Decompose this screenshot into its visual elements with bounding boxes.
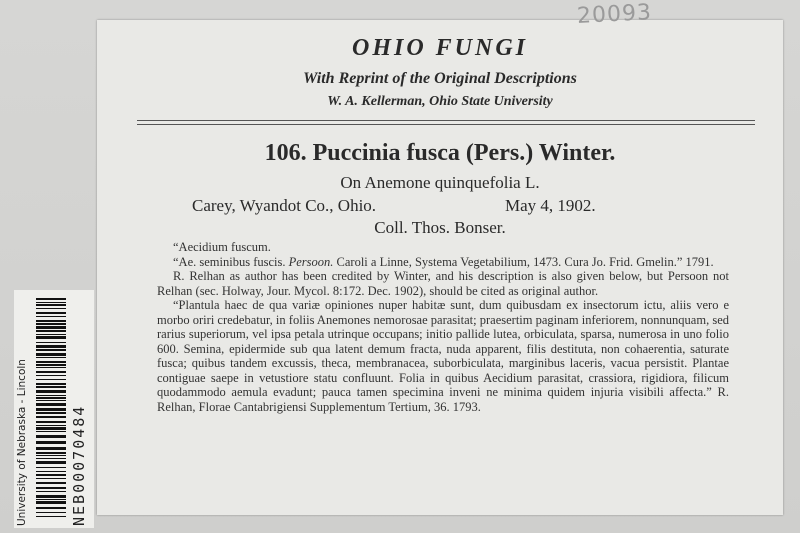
collector: Coll. Thos. Bonser. xyxy=(374,218,506,237)
description-paragraph: “Aecidium fuscum. xyxy=(173,240,271,254)
divider-rule xyxy=(137,124,755,125)
host-plant: On Anemone quinquefolia L. xyxy=(340,173,540,192)
citation-text: Caroli a Linne, Systema Vegetabilium, 1473. Cura Jo. Frid. Gmelin.” 1791. xyxy=(336,254,714,269)
collection-date: May 4, 1902. xyxy=(505,196,596,215)
label-subtitle: With Reprint of the Original Descriptions xyxy=(303,70,577,87)
divider-rule xyxy=(137,120,755,121)
citation-author: Persoon. xyxy=(288,254,334,269)
barcode-number: NEB00070484 xyxy=(70,404,88,526)
description-paragraph xyxy=(157,255,729,270)
label-author: W. A. Kellerman, Ohio State University xyxy=(327,94,553,109)
collection-locality: Carey, Wyandot Co., Ohio. xyxy=(192,196,377,215)
citation-text: “Ae. seminibus fuscis. xyxy=(173,254,286,269)
description-paragraph: “Plantula haec de qua variæ opiniones nuper habitæ sunt, dum quibusdam ex insectorum ictu, aliis vero e morbo oriri credebatur, in foliis Anemones nemorosae parasitat; praesertim paginam inferiorem, nonnunquam, sed rarius superiorum, vel ipsa petala utrinque occupans; initio pallide lutea, orbiculata, sparsa, numerosa in uno folio 600. Semina, epidermide sub qua latent demum fracta, nuda apparent, filis destituta, non cohaerentia, saturate fusca; quibus tandem excussis, theca, membranacea, suborbiculata, marginibus laceris, vacua persistit. Plantae contiguae saepe in vetustiore statu confluunt. Folia in quibus Aecidium parasitat, crassiora, rigidiora, filicum quodammodo aemula evadunt; pauca tamen specimina inveni ne minima quidem injuria visibili affecta.” R. Relhan, Florae Cantabrigiensi Supplementum Tertium, 36. 1793. xyxy=(157,298,729,414)
barcode-label xyxy=(14,290,94,528)
accession-number: 20093 xyxy=(576,0,653,29)
barcode-icon xyxy=(36,298,66,518)
description-paragraph: R. Relhan as author has been credited by Winter, and his description is also given below, but Persoon not Relhan (sec. Holway, Jour. Mycol. 8:172. Dec. 1902), should be cited as original author. xyxy=(157,269,729,298)
barcode-institution: University of Nebraska - Lincoln xyxy=(16,359,28,526)
label-title: OHIO FUNGI xyxy=(351,35,528,61)
species-name: 106. Puccinia fusca (Pers.) Winter. xyxy=(264,140,616,166)
description-text xyxy=(157,240,729,414)
specimen-label xyxy=(97,20,783,515)
